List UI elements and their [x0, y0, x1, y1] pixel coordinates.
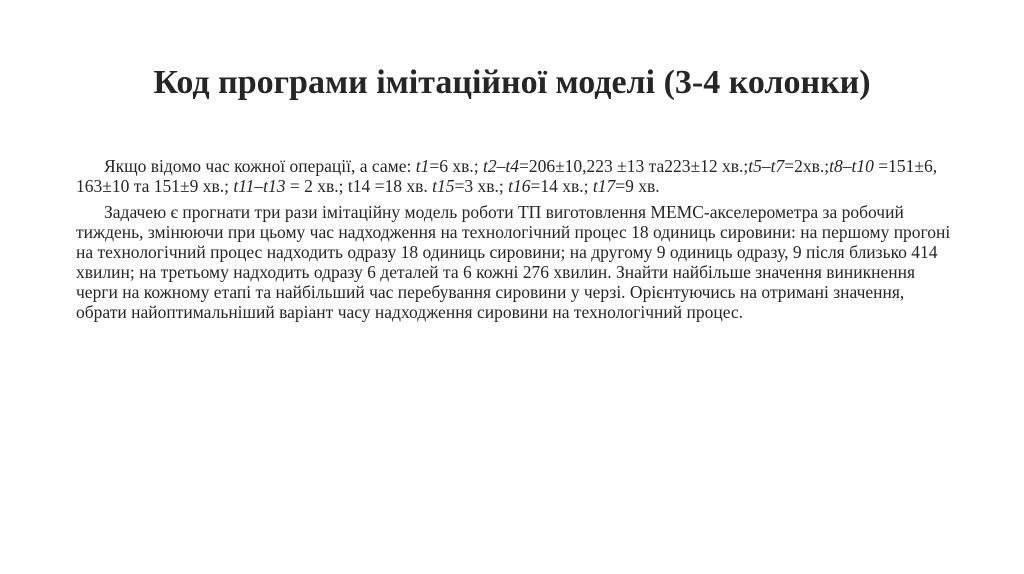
text-segment: =2хв.; [784, 156, 830, 176]
text-segment: =151±6, 163±10 та 151±9 хв.; [76, 156, 938, 196]
variable-symbol: t16 [508, 176, 531, 196]
slide-title: Код програми імітаційної моделі (3-4 колонки) [153, 64, 871, 101]
text-segment: =206±10,223 ±13 та223±12 хв.; [518, 156, 749, 176]
text-segment: =3 хв.; [454, 176, 509, 196]
text-segment: =14 хв.; [530, 176, 593, 196]
text-segment: =6 хв.; [429, 156, 483, 176]
operation-times-paragraph [76, 156, 952, 196]
text-segment: =9 хв. [615, 176, 660, 196]
variable-symbol: t11–t13 [233, 176, 286, 196]
variable-symbol: t17 [592, 176, 616, 196]
variable-symbol: t5–t7 [748, 156, 785, 176]
variable-symbol: t8–t10 [829, 156, 874, 176]
text-segment: Якщо відомо час кожної операції, а саме: [104, 156, 416, 176]
task-paragraph: Задачею є прогнати три рази імітаційну модель роботи ТП виготовлення МЕМС-акселерометра за робочий тиждень, змінюючи при цьому час надходження на технологічний процес 18 одиниць сировини: на першому прогоні на технологічний процес надходить одразу 18 одиниць сировини; на другому 9 одиниць одразу, 9 після близько 414 хвилин; на третьому надходить одразу 6 деталей та 6 кожні 276 хвилин. Знайти найбільше значення виникнення черги на кожному етапі та найбільший час перебування сировини у черзі. Орієнтуючись на отримані значення, обрати найоптимальніший варіант часу надходження сировини на технологічний процес. [76, 202, 951, 322]
variable-symbol: t1 [415, 156, 430, 176]
variable-symbol: t15 [432, 176, 455, 196]
variable-symbol: t2–t4 [482, 156, 519, 176]
slide-body [76, 156, 952, 328]
text-segment: = 2 хв.; t14 =18 хв. [285, 176, 433, 196]
